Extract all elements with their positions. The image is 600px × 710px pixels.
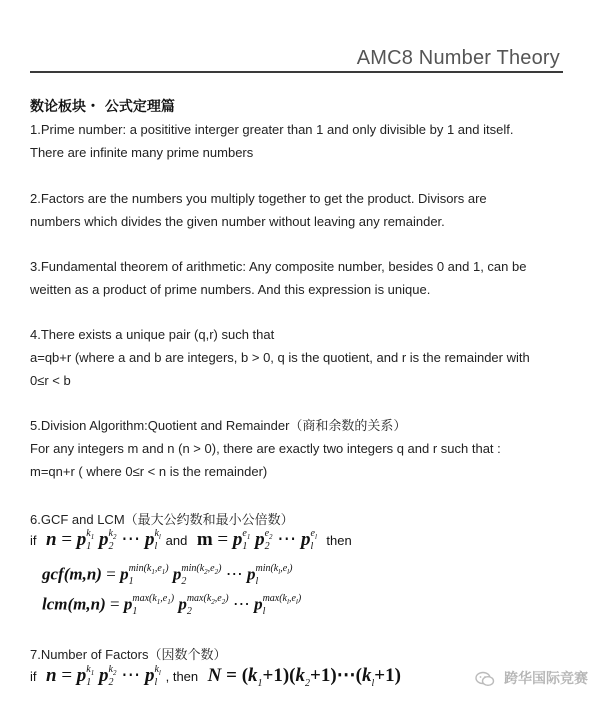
formula-n-factorization: $n = pk_1$ 1 $pk_2$ 2 ⋯ $pk_l$ l — [46, 528, 161, 553]
item-line: For any integers m and n (n > 0), there are exactly two integers q and r such that : — [30, 441, 501, 456]
item-line: 2.Factors are the numbers you multiply together to get the product. Divisors are — [30, 191, 487, 206]
item-line: 3.Fundamental theorem of arithmetic: Any composite number, besides 0 and 1, can be — [30, 259, 527, 274]
item-number-of-factors — [30, 643, 575, 666]
formula-lcm-label: lcm(m,n) — [42, 594, 106, 614]
section-title: 数论板块・ 公式定理篇 — [30, 99, 175, 115]
formula-if-word-2: if — [30, 669, 37, 684]
item-factors — [30, 187, 575, 233]
formula-gcf: $gcf(m,n) = pmin(k_1,e_1)$ 1 $pmin(k_2,e_2)$ 2 ⋯ $pmin(k_l,e_l)$ l — [42, 563, 293, 587]
item-line: 6.GCF and LCM（最大公约数和最小公倍数） — [30, 512, 294, 527]
formula-n-m-definition — [30, 528, 352, 552]
item-line: 1.Prime number: a posititive interger greater than 1 and only divisible by 1 and itself. — [30, 122, 514, 137]
wechat-icon — [475, 671, 495, 687]
item-line: 7.Number of Factors（因数个数） — [30, 647, 227, 662]
item-prime-number — [30, 118, 575, 164]
item-line: 4.There exists a unique pair (q,r) such that — [30, 327, 275, 342]
formula-lcm: $lcm(m,n) = pmax(k_1,e_1)$ 1 $pmax(k_2,e_2)$ 2 ⋯ $pmax(k_l,e_l)$ l — [42, 593, 302, 617]
item-line: weitten as a product of prime numbers. And this expression is unique. — [30, 282, 431, 297]
item-unique-pair — [30, 323, 575, 392]
item-fundamental-theorem — [30, 255, 575, 301]
watermark — [475, 668, 588, 688]
formula-gcf-label: gcf(m,n) — [42, 564, 102, 584]
item-line: 5.Division Algorithm:Quotient and Remainder（商和余数的关系） — [30, 418, 407, 433]
formula-n-count: $N = (k_1+1)(k_2+1)\cdots(k_l+1)$ — [207, 665, 401, 689]
formula-n-factorization-2: $n = pk_1$ 1 $pk_2$ 2 ⋯ $pk_l$ l — [46, 664, 161, 689]
header-divider — [30, 71, 563, 73]
item-line: There are infinite many prime numbers — [30, 145, 254, 160]
item-division-algorithm — [30, 414, 575, 483]
formula-then-comma: , then — [165, 669, 199, 684]
formula-then-word: then — [326, 533, 352, 548]
item-line: m=qn+r ( where 0≤r < n is the remainder) — [30, 464, 268, 479]
formula-m-factorization: $m = pe_1$ 1 $pe_2$ 2 ⋯ $pe_l$ l — [196, 528, 317, 553]
formula-number-of-factors — [30, 664, 401, 689]
item-line: numbers which divides the given number without leaving any remainder. — [30, 214, 445, 229]
item-line: 0≤r < b — [30, 373, 71, 388]
watermark-text: 跨华国际竞赛 — [504, 671, 588, 687]
formula-and-word: and — [165, 533, 188, 548]
item-line: a=qb+r (where a and b are integers, b > 0, q is the quotient, and r is the remainder with — [30, 350, 530, 365]
formula-if-word: if — [30, 533, 37, 548]
header-title: AMC8 Number Theory — [356, 47, 560, 69]
